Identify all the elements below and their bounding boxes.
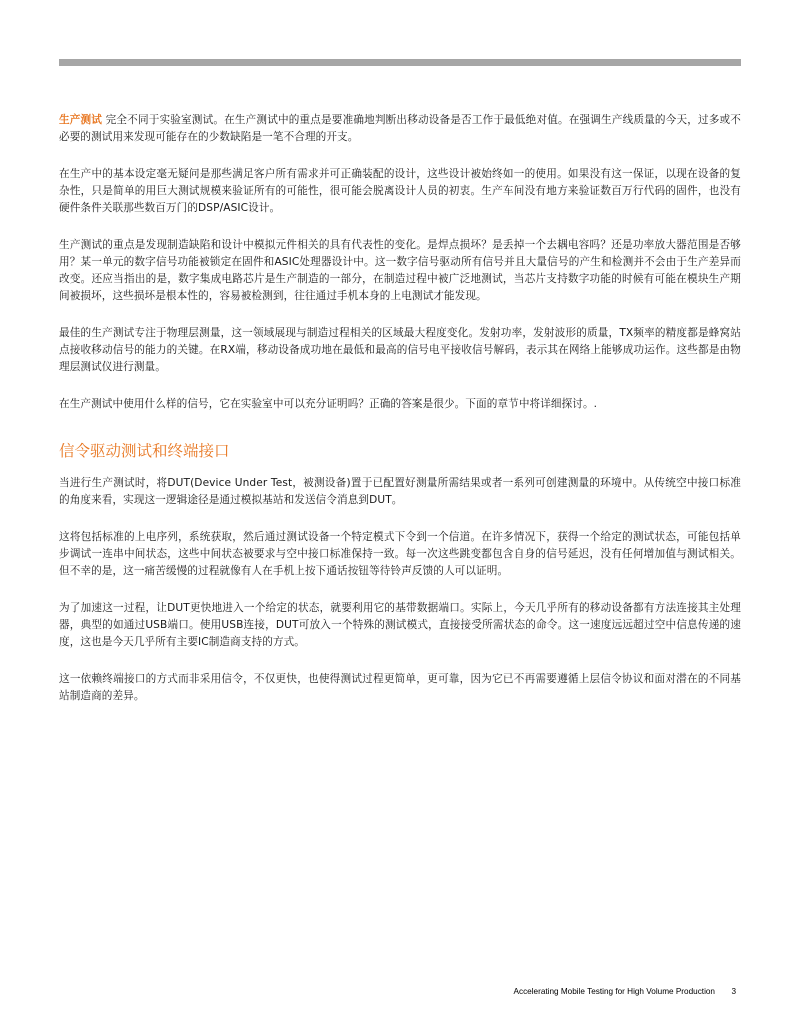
footer-document-title: Accelerating Mobile Testing for High Volume Production bbox=[513, 987, 715, 996]
paragraph: 这将包括标准的上电序列，系统获取，然后通过测试设备一个特定模式下令到一个信道。在许多情况下，获得一个给定的测试状态，可能包括单步调试一连串中间状态，这些中间状态被要求与空中接口标准保持一致。每一次这些跳变都包含自身的信号延迟，没有任何增加值与测试相关。但不幸的是，这一痛苦缓慢的过程就像有人在手机上按下通话按钮等待铃声反馈的人可以证明。 bbox=[59, 531, 741, 577]
paragraph-lead-term: 生产测试 bbox=[59, 114, 103, 126]
header-divider-bar bbox=[59, 59, 741, 66]
page-footer bbox=[59, 987, 741, 1001]
paragraph-text: 完全不同于实验室测试。在生产测试中的重点是要准确地判断出移动设备是否工作于最低绝对值。在强调生产线质量的今天，过多或不必要的测试用来发现可能存在的少数缺陷是一笔不合理的开支。 bbox=[59, 114, 741, 143]
paragraph: 生产测试的重点是发现制造缺陷和设计中模拟元件相关的具有代表性的变化。是焊点损坏？是丢掉一个去耦电容吗？还是功率放大器范围是否够用？某一单元的数字信号功能被锁定在固件和ASIC处理器设计中。这一数字信号驱动所有信号并且大量信号的产生和检测并不会由于生产差异而改变。还应当指出的是，数字集成电路芯片是生产制造的一部分，在制造过程中被广泛地测试，当芯片支持数字功能的时候有可能在模块生产期间被损坏，这些损坏是根本性的，容易被检测到，往往通过手机本身的上电测试才能发现。 bbox=[59, 239, 741, 302]
paragraph: 最佳的生产测试专注于物理层测量，这一领域展现与制造过程相关的区域最大程度变化。发射功率，发射波形的质量，TX频率的精度都是蜂窝站点接收移动信号的能力的关键。在RX端，移动设备成功地在最低和最高的信号电平接收信号解码，表示其在网络上能够成功运作。这些都是由物理层测试仪进行测量。 bbox=[59, 327, 741, 373]
paragraph: 在生产中的基本设定毫无疑问是那些满足客户所有需求并可正确装配的设计，这些设计被始终如一的使用。如果没有这一保证，以现在设备的复杂性，只是简单的用巨大测试规模来验证所有的可能性，很可能会脱离设计人员的初衷。生产车间没有地方来验证数百万行代码的固件，也没有硬件条件关联那些数百万门的DSP/ASIC设计。 bbox=[59, 168, 741, 214]
paragraph: 当进行生产测试时，将DUT(Device Under Test，被测设备)置于已配置好测量所需结果或者一系列可创建测量的环境中。从传统空中接口标准的角度来看，实现这一逻辑途径是通过模拟基站和发送信令消息到DUT。 bbox=[59, 477, 741, 506]
paragraph: 在生产测试中使用什么样的信号，它在实验室中可以充分证明吗？正确的答案是很少。下面的章节中将详细探讨。. bbox=[59, 398, 598, 410]
section-heading: 信令驱动测试和终端接口 bbox=[59, 442, 230, 460]
page-content bbox=[59, 112, 741, 725]
paragraph: 为了加速这一过程，让DUT更快地进入一个给定的状态，就要利用它的基带数据端口。实际上，今天几乎所有的移动设备都有方法连接其主处理器，典型的如通过USB端口。使用USB连接，DUT可放入一个特殊的测试模式，直接接受所需状态的命令。这一速度远远超过空中信息传递的速度，这也是今天几乎所有主要IC制造商支持的方式。 bbox=[59, 602, 741, 648]
page-number: 3 bbox=[731, 987, 736, 996]
paragraph bbox=[59, 112, 741, 146]
paragraph: 这一依赖终端接口的方式而非采用信令，不仅更快，也使得测试过程更简单，更可靠，因为它已不再需要遵循上层信令协议和面对潜在的不同基站制造商的差异。 bbox=[59, 673, 741, 702]
